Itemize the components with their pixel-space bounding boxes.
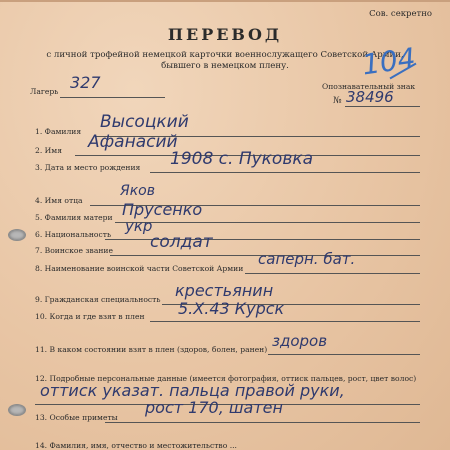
field-10-value: 5.X.43 Курск bbox=[178, 299, 285, 318]
field-14-label: 14. Фамилия, имя, отчество и местожительство ... bbox=[35, 441, 237, 450]
secrecy-stamp: Сов. секретно bbox=[369, 9, 432, 19]
field-13-label: 13. Особые приметы bbox=[35, 413, 118, 422]
field-10-label: 10. Когда и где взят в плен bbox=[35, 312, 145, 321]
field-10-line bbox=[150, 321, 420, 322]
subtitle-line-2: бывшего в немецком плену. bbox=[161, 61, 289, 71]
document-title: ПЕРЕВОД bbox=[167, 25, 283, 44]
field-12-value: оттиск указат. пальца правой руки, bbox=[40, 381, 345, 400]
top-edge bbox=[0, 0, 450, 2]
binder-hole-bottom bbox=[8, 404, 26, 416]
field-4-value: Яков bbox=[120, 183, 155, 199]
field-12-label: 12. Подробные персональные данные (имеется фотография, оттиск пальцев, рост, цвет волос) bbox=[35, 374, 417, 383]
field-1-label: 1. Фамилия bbox=[35, 127, 82, 136]
blue-number-mark: 104 bbox=[359, 41, 418, 82]
field-1-value: Высоцкий bbox=[100, 112, 189, 132]
field-3-line bbox=[150, 172, 420, 173]
camp-label: Лагерь bbox=[30, 87, 59, 96]
ident-label: Опознавательный знак bbox=[322, 82, 416, 91]
field-8-label: 8. Наименование воинской части Советской Армии bbox=[35, 264, 244, 273]
field-13-line bbox=[105, 422, 420, 423]
field-3-value: 1908 с. Пуковка bbox=[170, 149, 314, 169]
field-11-line bbox=[268, 354, 420, 355]
binder-hole-top bbox=[8, 229, 26, 241]
camp-line bbox=[60, 97, 165, 98]
ident-line bbox=[345, 106, 420, 107]
document-subtitle bbox=[40, 50, 410, 72]
field-4-label: 4. Имя отца bbox=[35, 196, 83, 205]
field-13-value: рост 170, шатен bbox=[145, 398, 283, 417]
field-2-label: 2. Имя bbox=[35, 146, 62, 155]
field-11-value: здоров bbox=[272, 332, 328, 350]
field-6-label: 6. Национальность bbox=[35, 230, 112, 239]
field-6-value: укр bbox=[125, 217, 153, 235]
field-5-value: Прусенко bbox=[122, 200, 203, 219]
ident-value: 38496 bbox=[346, 88, 394, 106]
field-11-label: 11. В каком состоянии взят в плен (здоров, болен, ранен) bbox=[35, 345, 268, 354]
subtitle-line-1: с личной трофейной немецкой карточки военнослужащего Советской Армии, bbox=[46, 50, 404, 60]
field-7-value: солдат bbox=[150, 232, 213, 252]
field-9-label: 9. Гражданская специальность bbox=[35, 295, 161, 304]
field-5-line bbox=[115, 222, 420, 223]
field-3-label: 3. Дата и место рождения bbox=[35, 163, 141, 172]
field-7-label: 7. Воинское звание bbox=[35, 246, 113, 255]
field-8-line bbox=[245, 273, 420, 274]
field-2-value: Афанасий bbox=[88, 132, 178, 152]
field-5-label: 5. Фамилия матери bbox=[35, 213, 113, 222]
field-9-value: крестьянин bbox=[175, 281, 274, 300]
field-8-value: саперн. бат. bbox=[258, 250, 356, 268]
camp-value: 327 bbox=[70, 73, 101, 92]
ident-prefix: № bbox=[333, 96, 342, 106]
